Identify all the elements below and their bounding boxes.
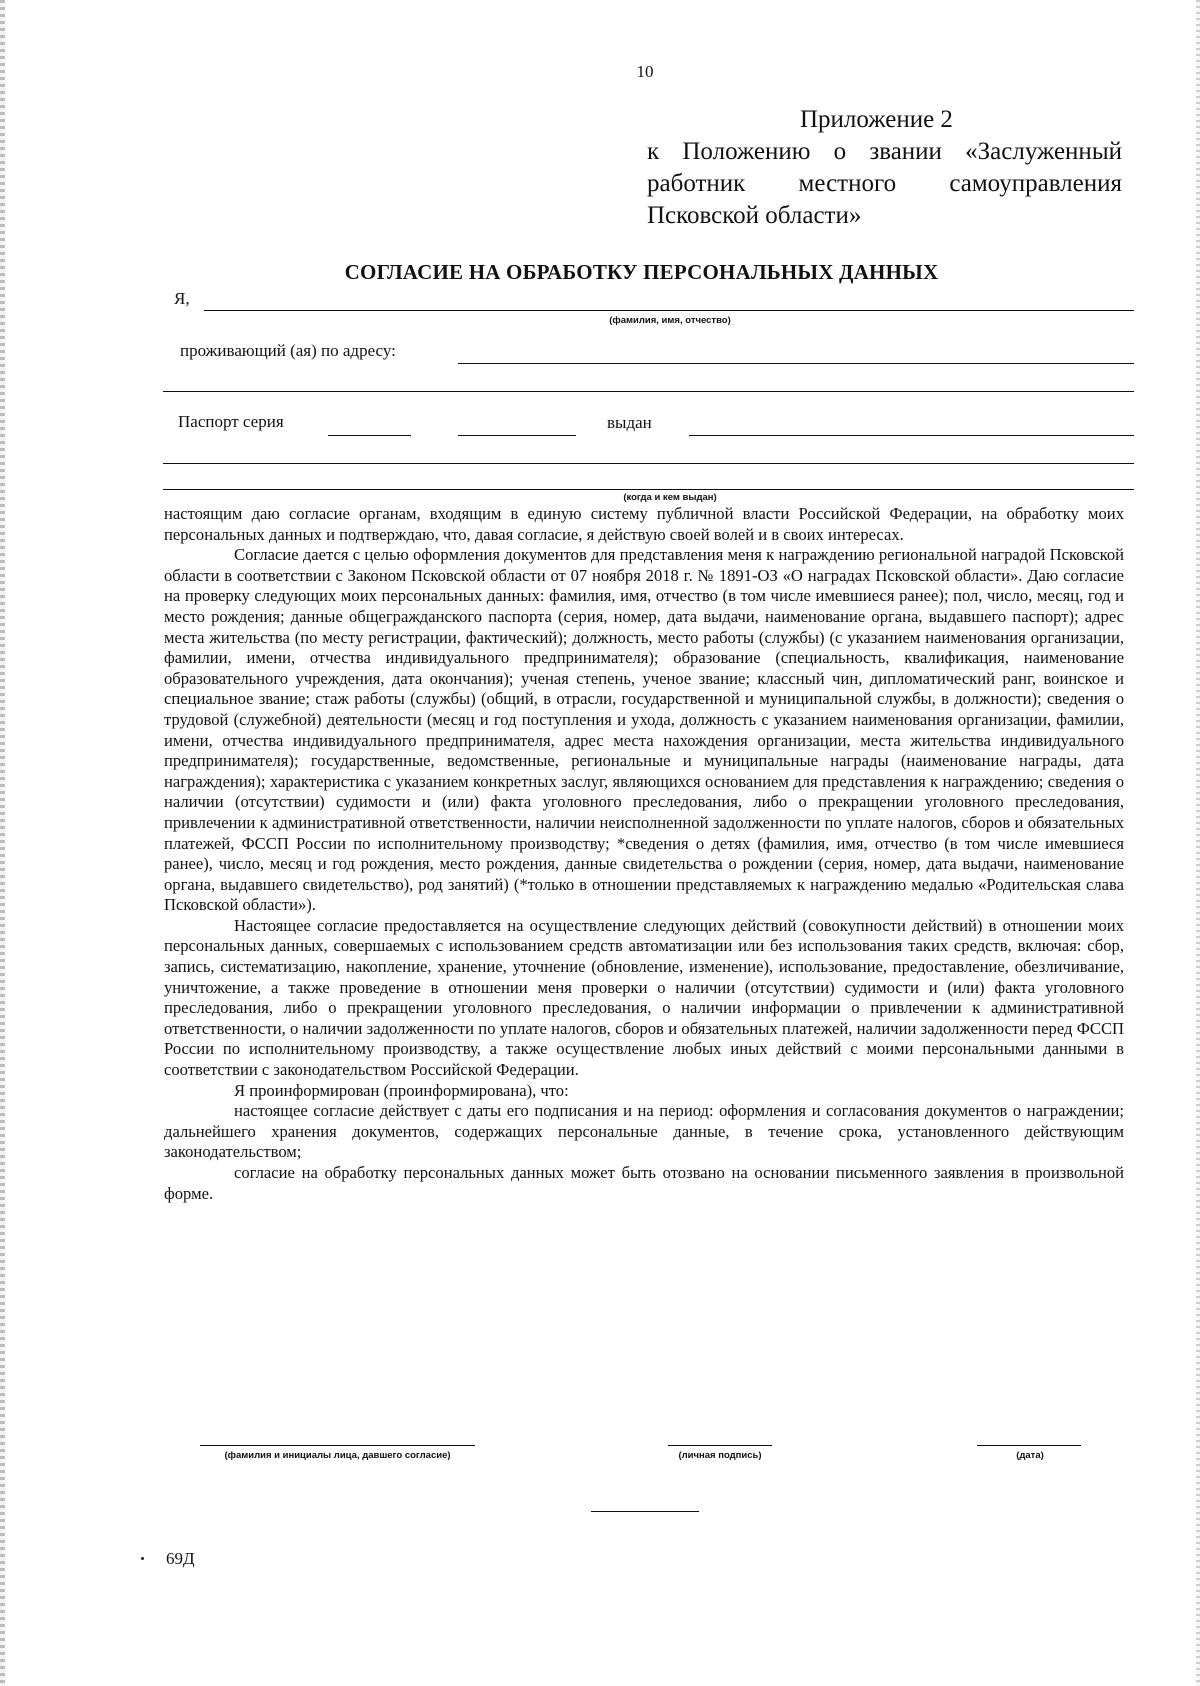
scan-edge-left (0, 0, 5, 1686)
issued-field-line-3[interactable] (163, 489, 1134, 490)
address-field[interactable] (458, 363, 1134, 364)
appendix-block (647, 104, 1122, 232)
date-field[interactable] (977, 1445, 1081, 1446)
end-rule (591, 1511, 699, 1512)
appendix-line-2: работник местного самоуправления (647, 170, 1122, 197)
appendix-title: Приложение 2 (800, 106, 953, 133)
paragraph-1: настоящим даю согласие органам, входящим в единую систему публичной власти Российской Федерации, на обработку моих персональных данных и подтверждаю, что, давая согласие, я действую своей волей и в своих интересах. (164, 504, 1124, 544)
name-signature-caption: (фамилия и инициалы лица, давшего согласие) (224, 1450, 451, 1461)
passport-label: Паспорт серия (178, 412, 284, 431)
date-caption: (дата) (1016, 1450, 1044, 1461)
paragraph-2: Согласие дается с целью оформления документов для представления меня к награждению региональной наградой Псковской области в соответствии с Законом Псковской области от 07 ноября 2018 г. № 1891-ОЗ «О наградах Псковской области». Даю согласие на проверку следующих моих персональных данных: фамилия, имя, отчество (в том числе имевшиеся ранее); пол, число, месяц, год и место рождения; данные общегражданского паспорта (серия, номер, дата выдачи, наименование органа, выдавшего паспорт); адрес места жительства (по месту регистрации, фактический); должность, место работы (службы) (с указанием наименования организации, фамилии, имени, отчества индивидуального предпринимателя); образование (специальность, квалификация, наименование образовательного учреждения, дата окончания); ученая степень, ученое звание; классный чин, дипломатический ранг, воинское и специальное звание; стаж работы (службы) (общий, в отрасли, государственной и муниципальной службы, в должности); сведения о трудовой (служебной) деятельности (месяц и год поступления и ухода, должность с указанием наименования организации, фамилии, имени, отчества индивидуального предпринимателя, адрес места нахождения организации, места жительства индивидуального предпринимателя); государственные, ведомственные, региональные и муниципальные награды (наименование награды, дата награждения); характеристика с указанием конкретных заслуг, являющихся основанием для представления к награждению; сведения о наличии (отсутствии) судимости и (или) факта уголовного преследования, либо о прекращении уголовного преследования, привлечении к административной ответственности, наличии неисполненной задолженности по уплате налогов, сборов и обязательных платежей, ФССП России по исполнительному производству; *сведения о детях (фамилия, имя, отчество (в том числе имевшиеся ранее), число, месяц и год рождения, место рождения, данные свидетельства о рождении (серия, номер, дата выдачи, наименование органа, выдавшего свидетельство), род занятий) (*только в отношении представляемых к награждению медалью «Родительская слава Псковской области»). (164, 545, 1124, 915)
document-heading: СОГЛАСИЕ НА ОБРАБОТКУ ПЕРСОНАЛЬНЫХ ДАННЫХ (344, 260, 939, 284)
issued-field[interactable] (689, 435, 1134, 436)
passport-number-field[interactable] (458, 435, 576, 436)
fio-caption: (фамилия, имя, отчество) (609, 315, 731, 326)
address-label: проживающий (ая) по адресу: (180, 341, 396, 360)
scan-speck (141, 1557, 144, 1560)
issued-field-line-2[interactable] (163, 463, 1134, 464)
personal-signature-caption: (личная подпись) (678, 1450, 762, 1461)
paragraph-5: настоящее согласие действует с даты его подписания и на период: оформления и согласования документов о награждении; дальнейшего хранения документов, содержащих персональные данные, в течение срока, установленного действующим законодательством; (164, 1101, 1124, 1162)
page-number: 10 (636, 62, 654, 81)
paragraph-3: Настоящее согласие предоставляется на осуществление следующих действий (совокупности действий) в отношении моих персональных данных, совершаемых с использованием средств автоматизации или без использования таких средств, включая: сбор, запись, систематизацию, накопление, хранение, уточнение (обновление, изменение), использование, предоставление, обезличивание, уничтожение, а также проведение в отношении меня проверки о наличии (отсутствии) судимости и (или) факта уголовного преследования, либо о прекращении уголовного преследования, о наличии информации о привлечении к административной ответственности, о наличии задолженности по уплате налогов, сборов и обязательных платежей, наличии задолженности перед ФССП России по исполнительному производству, а также осуществление любых иных действий с моими персональными данными в соответствии с законодательством Российской Федерации. (164, 915, 1124, 1080)
ya-label: Я, (174, 289, 190, 308)
paragraph-6: согласие на обработку персональных данных может быть отозвано на основании письменного заявления в произвольной форме. (164, 1163, 1124, 1203)
fio-field[interactable] (204, 310, 1134, 311)
address-field-line-2[interactable] (163, 391, 1134, 392)
issued-label: выдан (607, 413, 652, 432)
paragraph-4: Я проинформирован (проинформирована), что: (234, 1080, 569, 1100)
passport-series-field[interactable] (328, 435, 411, 436)
name-signature-field[interactable] (200, 1445, 475, 1446)
issued-caption: (когда и кем выдан) (623, 492, 717, 503)
appendix-line-1: к Положению о звании «Заслуженный (647, 138, 1122, 165)
footer-code: 69Д (166, 1549, 195, 1568)
appendix-line-3: Псковской области» (647, 202, 862, 229)
consent-body (164, 504, 1124, 1204)
scan-edge-right (1196, 0, 1200, 1686)
personal-signature-field[interactable] (668, 1445, 772, 1446)
